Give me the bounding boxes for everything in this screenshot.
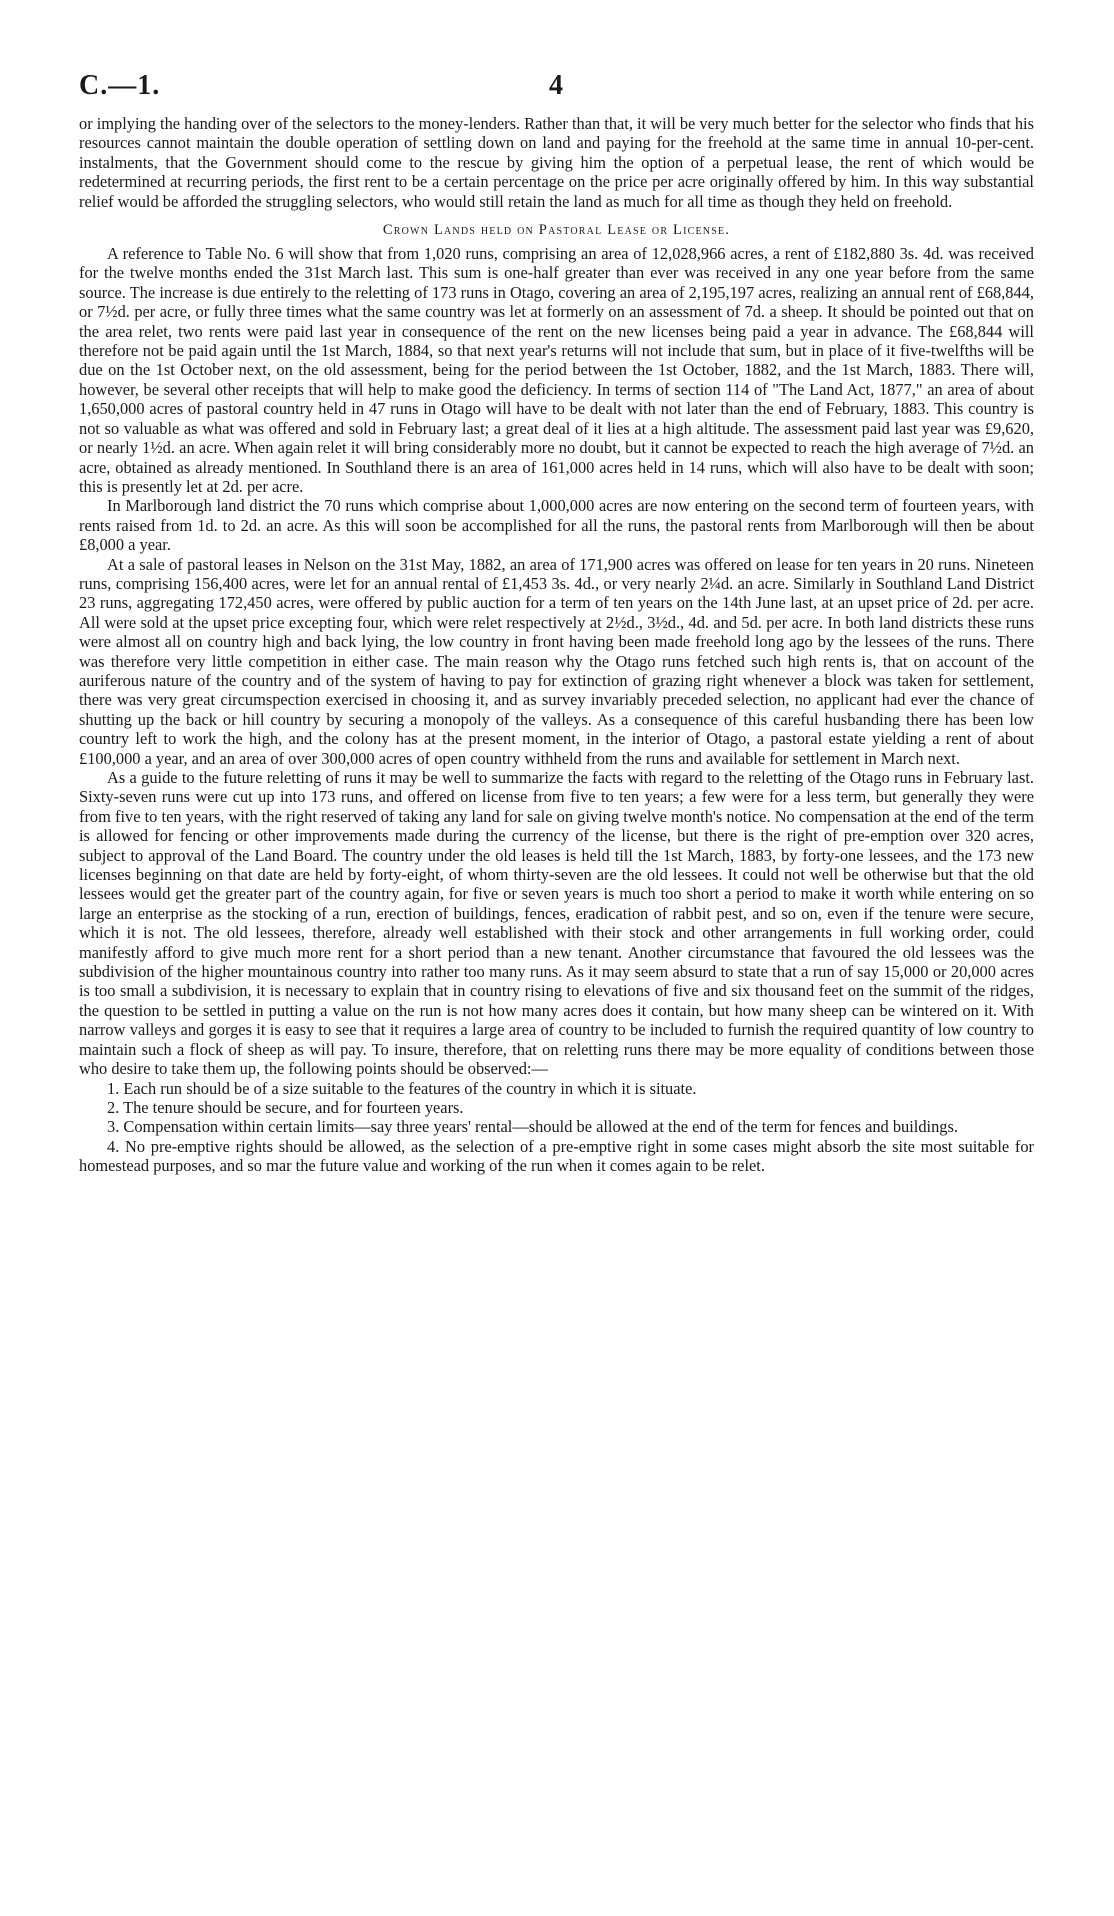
- paragraph-nelson-sale: At a sale of pastoral leases in Nelson on the 31st May, 1882, an area of 171,900 acres was offered on lease for ten years in 20 runs. Nineteen runs, comprising 156,400 acres, were let for an annual rental of £1,453 3s. 4d., or very nearly 2¼d. an acre. Similarly in Southland Land District 23 runs, aggregating 172,450 acres, were offered by public auction for a term of ten years on the 14th June last, at an upset price of 2d. per acre. All were sold at the upset price excepting four, which were relet respectively at 2½d., 3½d., 4d. and 5d. per acre. In both land districts these runs were almost all on country high and back lying, the low country in front having been made freehold long ago by the lessees of the runs. There was therefore very little competition in either case. The main reason why the Otago runs fetched such high rents is, that on account of the auriferous nature of the country and of the system of having to pay for extinction of grazing right whenever a block was taken for settlement, there was very great circumspection exercised in choosing it, and as survey invariably preceded selection, no applicant had ever the chance of shutting up the back or hill country by securing a monopoly of the valleys. As a consequence of this careful husbanding there has been low country left to work the high, and the colony has at the present moment, in the interior of Otago, a pastoral estate yielding a rent of about £100,000 a year, and an area of over 300,000 acres of open country withheld from the runs and available for settlement in March next.: [79, 554, 1034, 768]
- list-item: 2. The tenure should be secure, and for fourteen years.: [107, 1097, 464, 1117]
- intro-paragraph: or implying the handing over of the selectors to the money-lenders. Rather than that, it will be very much better for the selector who finds that his resources cannot maintain the double operation of settling down on land and paying for the freehold at the same time in annual 10-per-cent. instalments, that the Government should come to the rescue by giving him the option of a perpetual lease, the rent of which would be redetermined at recurring periods, the first rent to be a certain percentage on the price per acre originally offered by him. In this way substantial relief would be afforded the struggling selectors, who would still retain the land as much for all time as though they held on freehold.: [79, 114, 1034, 211]
- paragraph-marlborough: In Marlborough land district the 70 runs which comprise about 1,000,000 acres are now entering on the second term of fourteen years, with rents raised from 1d. to 2d. an acre. As this will soon be accomplished for all the runs, the pastoral rents from Marlborough will then be about £8,000 a year.: [79, 496, 1034, 555]
- document-page: [79, 70, 1034, 1176]
- list-item: 1. Each run should be of a size suitable to the features of the country in which it is situate.: [107, 1078, 697, 1098]
- page-header: [79, 70, 1034, 114]
- list-item: 4. No pre-emptive rights should be allowed, as the selection of a pre-emptive right in some cases might absorb the site most suitable for homestead purposes, and so mar the future value and working of the run when it comes again to be relet.: [79, 1136, 1034, 1176]
- list-item: 3. Compensation within certain limits—say three years' rental—should be allowed at the end of the term for fences and buildings.: [107, 1117, 958, 1137]
- paragraph-otago-reletting: As a guide to the future reletting of runs it may be well to summarize the facts with regard to the reletting of the Otago runs in February last. Sixty-seven runs were cut up into 173 runs, and offered on license from five to ten years; a few were for a less term, but generally they were from five to ten years, with the right reserved of taking any land for sale on giving twelve month's notice. No compensation at the end of the term is allowed for fencing or other improvements made during the currency of the license, but there is the right of pre-emption over 320 acres, subject to approval of the Land Board. The country under the old leases is held till the 1st March, 1883, by forty-one lessees, and the 173 new licenses beginning on that date are held by forty-eight, of whom thirty-seven are the old lessees. It could not well be otherwise but that the old lessees would get the greater part of the country again, for five or seven years is much too short a period to make it worth while entering on so large an enterprise as the stocking of a run, erection of buildings, fences, eradication of rabbit pest, and so on, even if the tenure were secure, which it is not. The old lessees, therefore, already well established with their stock and other arrangements in full working order, could manifestly afford to give much more rent for a short period than a new tenant. Another circumstance that favoured the old lessees was the subdivision of the higher mountainous country into rather too many runs. As it may seem absurd to state that a run of say 15,000 or 20,000 acres is too small a subdivision, it is necessary to explain that in country rising to elevations of five and six thousand feet on the summit of the ridges, the question to be settled in putting a value on the run is not how many acres does it contain, but how many sheep can be wintered on it. With narrow valleys and gorges it is easy to see that it requires a large area of country to be included to furnish the required quantity of low country to maintain such a flock of sheep as will pay. To insure, therefore, that on reletting runs there may be more equality of conditions between those who desire to take them up, the following points should be observed:—: [79, 768, 1034, 1079]
- document-id: C.—1.: [79, 70, 161, 101]
- section-heading: Crown Lands held on Pastoral Lease or License.: [382, 222, 731, 239]
- document-body: [79, 114, 1034, 1176]
- paragraph-table-reference: A reference to Table No. 6 will show that from 1,020 runs, comprising an area of 12,028,966 acres, a rent of £182,880 3s. 4d. was received for the twelve months ended the 31st March last. This sum is one-half greater than ever was received in any one year before from the same source. The increase is due entirely to the reletting of 173 runs in Otago, covering an area of 2,195,197 acres, realizing an annual rent of £68,844, or 7½d. per acre, or fully three times what the same country was let at formerly on an assessment of 7d. a sheep. It should be pointed out that on the area relet, two rents were paid last year in consequence of the rent on the new licenses being paid a year in advance. The £68,844 will therefore not be paid again until the 1st March, 1884, so that next year's returns will not include that sum, but in place of it five-twelfths will be due on the 1st October next, on the old assessment, being for the period between the 1st October, 1882, and the 1st March, 1883. There will, however, be several other receipts that will help to make good the deficiency. In terms of section 114 of "The Land Act, 1877," an area of about 1,650,000 acres of pastoral country held in 47 runs in Otago will have to be dealt with not later than the end of February, 1883. This country is not so valuable as what was offered and sold in February last; a great deal of it lies at a high altitude. The assessment paid last year was £9,620, or nearly 1½d. an acre. When again relet it will bring considerably more no doubt, but it cannot be expected to reach the high average of 7½d. an acre, obtained as already mentioned. In Southland there is an area of 161,000 acres held in 14 runs, which will also have to be dealt with soon; this is presently let at 2d. per acre.: [79, 244, 1034, 496]
- page-number: 4: [549, 70, 563, 101]
